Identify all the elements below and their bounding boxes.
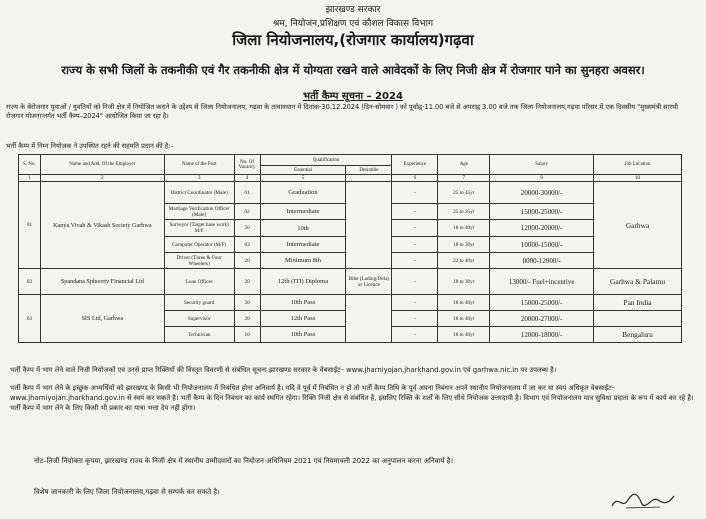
row-post: Driver (Three & Four Wheelers) [164,253,234,269]
row-essential: 12th (ITI) Diploma [260,269,346,295]
header-vacancy: No. Of Vacancy [234,155,260,175]
row-essential: Graduation [260,182,346,204]
row-post: District Coordinator (Male) [164,182,234,204]
row-vacancy: 50 [234,295,260,311]
header-salary: Salary [490,155,594,175]
row-post: Computer Operator (M/F) [164,237,234,253]
office-name: जिला नियोजनालय,(रोजगार कार्यालय)गढ़वा [232,31,474,49]
table-row [19,269,682,295]
row-age: 18 to 40yr [438,220,490,237]
row-vacancy: 20 [234,311,260,327]
header-qualification: Qualification [260,155,392,166]
row-employer: Kanya Vivah & Vikash Society Garhwa [40,182,164,269]
row-vacancy: 20 [234,253,260,269]
row-location: Bengaluru [594,327,682,343]
row-salary: 15000-25000/- [490,204,594,220]
row-post: Supervisor [164,311,234,327]
row-salary: 8000-12000/- [490,253,594,269]
row-post: Loan Officer [164,269,234,295]
row-experience: - [392,220,438,237]
header-post: Name of the Post [164,155,234,175]
col-number: 6 [392,175,438,182]
col-number: 2 [40,175,164,182]
row-vacancy: 02 [234,204,260,220]
govt-name: झारखण्ड सरकार [325,5,381,15]
row-sno: 01 [19,182,41,269]
row-desirable [346,182,392,269]
row-experience: - [392,269,438,295]
column-number-row [19,175,682,182]
col-number: 1 [19,175,41,182]
row-sno: 03 [19,295,41,343]
row-desirable [346,295,392,343]
row-vacancy: 10 [234,327,260,343]
table-row [19,182,682,204]
row-salary: 20000-30000/- [490,182,594,204]
col-number: 3 [164,175,234,182]
header-sno: S. No. [19,155,41,175]
col-number [346,175,392,182]
row-experience: - [392,237,438,253]
employer-note: नोट–निजी नियोक्ता कृपया, झारखण्ड राज्य के निजी क्षेत्र में स्थानीय उम्मीदवारों का नियोजन अधिनियम 2021 एवं नियमावली 2022 का अनुपालन करना अनिवार्य है। [34,457,454,465]
row-salary: 20000-27000/- [490,311,594,327]
row-age: 25 to 35yr [438,204,490,220]
col-number: 8 [490,175,594,182]
row-location-blank [594,311,682,327]
row-experience: - [392,182,438,204]
header-age: Age [438,155,490,175]
notice-title: भर्ती कैम्प सूचना – 2024 [303,91,403,102]
row-age: 18 to 40yr [438,311,490,327]
row-age: 22 to 40yr [438,253,490,269]
row-salary: 13000/- Fuel+incentive [490,269,594,295]
row-post: Technician [164,327,234,343]
footer-paragraph-website: भर्ती कैम्प में भाग लेने वाले निजी नियोजकों एवं उनसे प्राप्त रिक्तियों की विस्तृत विवरणी से संबंधित सूचना झारखण्ड सरकार के वेबसाईट– www.jharniyojan.jharkhand.gov.in एवं garhwa.nic.in पर उपलब्ध है। [10,366,557,374]
row-experience: - [392,204,438,220]
row-experience: - [392,327,438,343]
row-employer: SIS Ltd, Garhwa [40,295,164,343]
row-age: 18 to 40yr [438,327,490,343]
header-desirable: Desirable [346,166,392,175]
row-vacancy: 50 [234,220,260,237]
row-essential: 10th Pass [260,327,346,343]
row-salary: 10000-15000/- [490,237,594,253]
row-salary: 15000-25000/- [490,295,594,311]
row-post: Security guard [164,295,234,311]
row-essential: Intermediate [260,237,346,253]
table-row [19,295,682,311]
row-post: Marriage Verification Officer (Male) [164,204,234,220]
recruitment-table [18,154,682,343]
row-sno: 02 [19,269,41,295]
row-age: 18 to 30yr [438,269,490,295]
row-vacancy: 01 [234,182,260,204]
opportunity-banner: राज्य के सभी जिलों के तकनीकी एवं गैर तकनीकी क्षेत्र में योग्यता रखने वाले आवेदकों के लिए निजी क्षेत्र में रोजगार पाने का सुनहरा अवसर। [61,63,645,77]
row-location: Garhwa & Palamu [594,269,682,295]
header-essential: Essential [260,166,346,175]
row-post: Surveyor (Target base work) M/F [164,220,234,237]
department-name: श्रम, नियोजन,प्रशिक्षण एवं कौशल विकास विभाग [272,19,434,29]
header-employer: Name and Add. Of the Employer [40,155,164,175]
col-number: 7 [438,175,490,182]
row-salary: 12000-20000/- [490,220,594,237]
employer-consent-line: भर्ती कैम्प में निम्न नियोजक ने उपस्थित रहने की सहमति प्रदान की है:– [6,142,174,150]
row-desirable: Bike (Lading/Dela) or Licence [346,269,392,295]
signature-mark [608,490,678,512]
row-salary: 12000-18000/- [490,327,594,343]
row-experience: - [392,311,438,327]
row-employer: Spandana Sphoorty Financial Ltd [40,269,164,295]
row-age: 18 to 40yr [438,295,490,311]
row-age: 25 to 45yr [438,182,490,204]
header-location: Job Location [594,155,682,175]
col-number: 10 [594,175,682,182]
row-experience: - [392,295,438,311]
row-age: 18 to 30yr [438,237,490,253]
row-vacancy: 03 [234,237,260,253]
row-location: Pan India [594,295,682,311]
row-location: Garhwa [594,182,682,269]
col-number: 5 [260,175,346,182]
contact-line: विशेष जानकारी के लिए जिला नियोजनालय,गढ़वा से सम्पर्क कर सकते है। [34,488,220,496]
header-experience: Experience [392,155,438,175]
row-essential: 10th Pass [260,295,346,311]
row-essential: 10th [260,220,346,237]
col-number: 4 [234,175,260,182]
row-essential: 12th Pass [260,311,346,327]
row-vacancy: 20 [234,269,260,295]
row-experience: - [392,253,438,269]
footer-paragraph-registration: भर्ती कैम्प में भाग लेने के इच्छुक अभ्यर्थियों को झारखण्ड के किसी भी नियोजनालय में निबंधित होना अनिवार्य है। यदि वे पूर्व में निबंधित न हो तो भर्ती कैम्प तिथि के पूर्व अपना निबंधन अपने स्थानीय नियोजनालय में जा कर या स्वयं अधिकृत वेबसाईट–www.jharniyojan.jharkhand.gov.in से स्वयं कर सकते है। भर्ती कैम्प के दिन निबंधन का कार्य स्थगित रहेगा। रिक्ति निजी क्षेत्र से संबंधित है, इसलिए रिक्ति के शर्तों के लिए सीधे नियोजक उत्तरदायी है। विभाग एवं नियोजनालय मात्र सुविधा प्रदाता के रूप में कार्य कर रहे है। भर्ती कैम्प में भाग लेने के लिए किसी भी प्रकार का यात्रा भत्ता देय नहीं होगा। [10,384,694,412]
intro-paragraph: राज्य के बेरोजगार युवाओं / युवतियों को निजी क्षेत्र में नियोजित कराने के उद्देश्य से जिला नियोजनालय, गढ़वा के तत्वावधान में दिनांक-30.12.2024 (दिन-सोमवार ) को पूर्वाह्न-11.00 बजे से अपराह्न 3.00 बजे तक जिला नियोजनालय,गढ़वा परिसर में एक दिवसीय "मुख्यमंत्री सारथी रोजगार योजनान्तर्गत भर्ती कैम्प–2024" आयोजित किया जा रहा है। [6,103,678,120]
row-essential: Intermediate [260,204,346,220]
row-essential: Minimum 8th [260,253,346,269]
